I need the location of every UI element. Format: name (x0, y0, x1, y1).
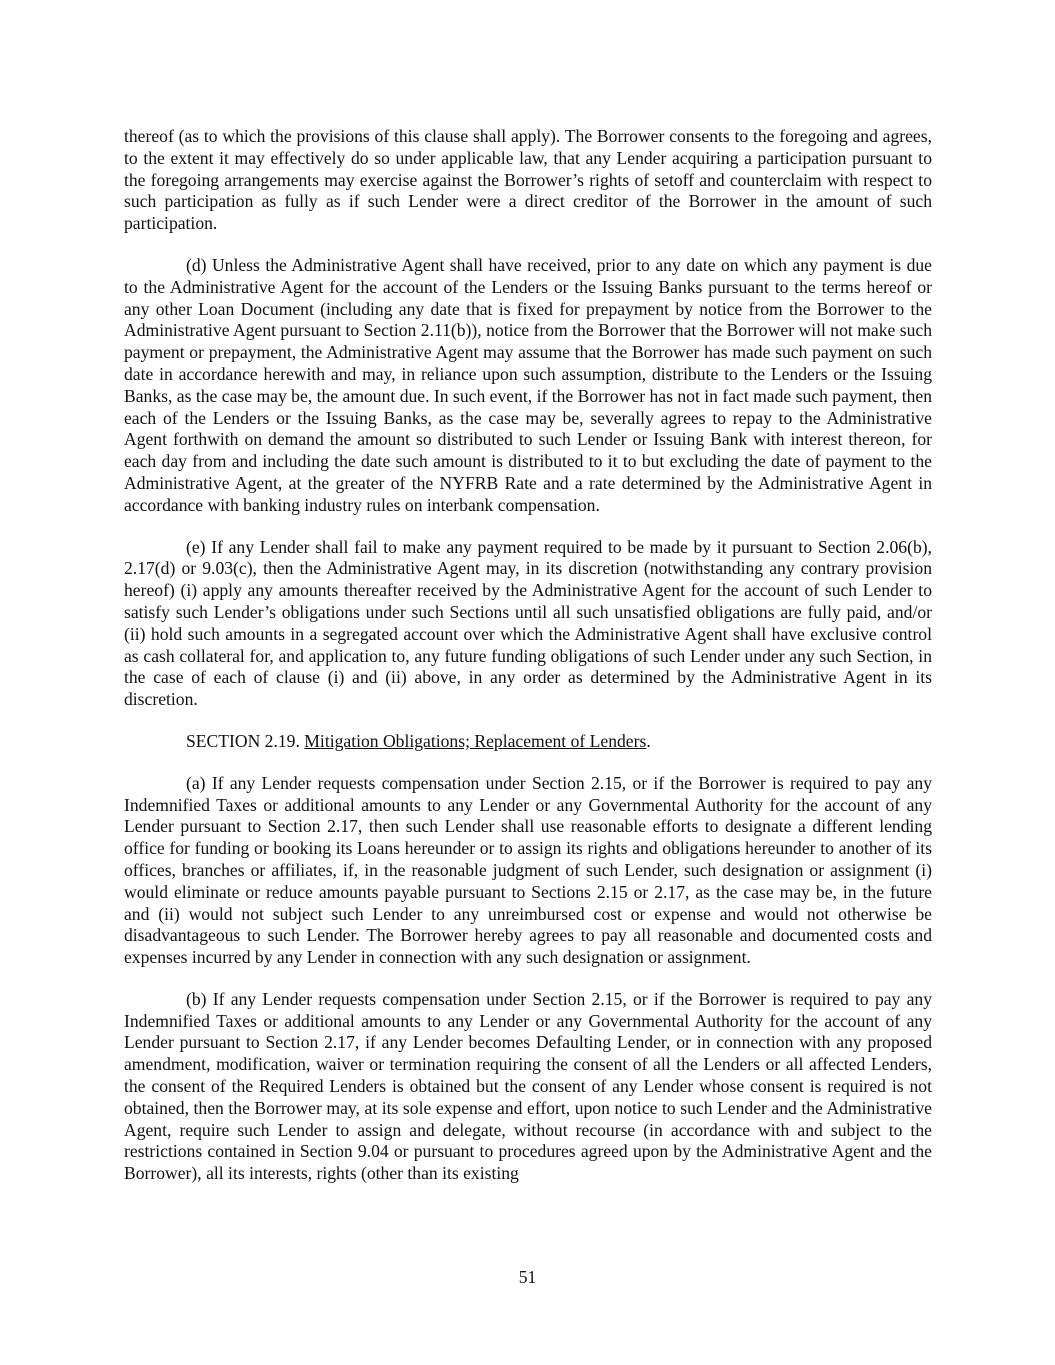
section-number: SECTION 2.19. (186, 730, 300, 751)
paragraph-section-b: (b) If any Lender requests compensation under Section 2.15, or if the Borrower is required to pay any Indemnified Taxes or additional amounts to any Lender or any Governmental Authority for the account of any Lender pursuant to Section 2.17, if any Lender becomes Defaulting Lender, or in connection with any proposed amendment, modification, waiver or termination requiring the consent of all the Lenders or all affected Lenders, the consent of the Required Lenders is obtained but the consent of any Lender whose consent is required is not obtained, then the Borrower may, at its sole expense and effort, upon notice to such Lender and the Administrative Agent, require such Lender to assign and delegate, without recourse (in accordance with and subject to the restrictions contained in Section 9.04 or pursuant to procedures agreed upon by the Administrative Agent and the Borrower), all its interests, rights (other than its existing (124, 988, 932, 1184)
section-heading (124, 731, 932, 753)
section-title: Mitigation Obligations; Replacement of Lenders (304, 730, 647, 751)
paragraph-section-a: (a) If any Lender requests compensation under Section 2.15, or if the Borrower is required to pay any Indemnified Taxes or additional amounts to any Lender or any Governmental Authority for the account of any Lender pursuant to Section 2.17, then such Lender shall use reasonable efforts to designate a different lending office for funding or booking its Loans hereunder or to assign its rights and obligations hereunder to another of its offices, branches or affiliates, if, in the reasonable judgment of such Lender, such designation or assignment (i) would eliminate or reduce amounts payable pursuant to Sections 2.15 or 2.17, as the case may be, in the future and (ii) would not subject such Lender to any unreimbursed cost or expense and would not otherwise be disadvantageous to such Lender. The Borrower hereby agrees to pay all reasonable and documented costs and expenses incurred by any Lender in connection with any such designation or assignment. (124, 772, 932, 968)
paragraph-continuation: thereof (as to which the provisions of this clause shall apply). The Borrower consents to the foregoing and agrees, to the extent it may effectively do so under applicable law, that any Lender acquiring a participation pursuant to the foregoing arrangements may exercise against the Borrower’s rights of setoff and counterclaim with respect to such participation as fully as if such Lender were a direct creditor of the Borrower in the amount of such participation. (124, 126, 932, 234)
paragraph-d: (d) Unless the Administrative Agent shall have received, prior to any date on which any payment is due to the Administrative Agent for the account of the Lenders or the Issuing Banks pursuant to the terms hereof or any other Loan Document (including any date that is fixed for prepayment by notice from the Borrower to the Administrative Agent pursuant to Section 2.11(b)), notice from the Borrower that the Borrower will not make such payment or prepayment, the Administrative Agent may assume that the Borrower has made such payment on such date in accordance herewith and may, in reliance upon such assumption, distribute to the Lenders or the Issuing Banks, as the case may be, the amount due. In such event, if the Borrower has not in fact made such payment, then each of the Lenders or the Issuing Banks, as the case may be, severally agrees to repay to the Administrative Agent forthwith on demand the amount so distributed to such Lender or Issuing Bank with interest thereon, for each day from and including the date such amount is distributed to it to but excluding the date of payment to the Administrative Agent, at the greater of the NYFRB Rate and a rate determined by the Administrative Agent in accordance with banking industry rules on interbank compensation. (124, 254, 932, 515)
section-title-suffix: . (646, 730, 651, 751)
paragraph-e: (e) If any Lender shall fail to make any payment required to be made by it pursuant to Section 2.06(b), 2.17(d) or 9.03(c), then the Administrative Agent may, in its discretion (notwithstanding any contrary provision hereof) (i) apply any amounts thereafter received by the Administrative Agent for the account of such Lender to satisfy such Lender’s obligations under such Sections until all such unsatisfied obligations are fully paid, and/or (ii) hold such amounts in a segregated account over which the Administrative Agent shall have exclusive control as cash collateral for, and application to, any future funding obligations of such Lender under any such Section, in the case of each of clause (i) and (ii) above, in any order as determined by the Administrative Agent in its discretion. (124, 536, 932, 710)
page-number: 51 (518, 1267, 537, 1287)
document-body (124, 126, 932, 1205)
